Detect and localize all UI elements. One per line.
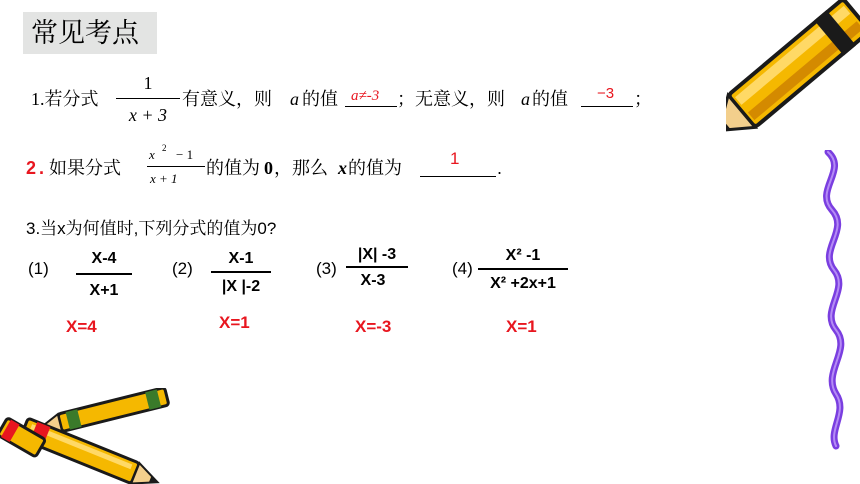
q3-item-3-numerator: |X| -3 bbox=[357, 246, 397, 263]
q3-item-4-denominator: X² +2x+1 bbox=[490, 275, 556, 292]
q3-item-4-numerator: X² -1 bbox=[505, 247, 541, 264]
q3-item-1-fraction-line bbox=[76, 273, 132, 275]
q2-number: 2 bbox=[26, 158, 37, 178]
q2-blank bbox=[420, 176, 496, 177]
q1-mid1: 有意义，则 bbox=[182, 89, 272, 109]
q1-blank-2 bbox=[581, 106, 633, 107]
q2-answer: 1 bbox=[450, 149, 460, 168]
q3-item-3-denominator: X-3 bbox=[360, 272, 386, 289]
q3-item-4-label: (4) bbox=[452, 259, 473, 278]
q2-num-rest: − 1 bbox=[176, 147, 194, 162]
q3-item-3-label: (3) bbox=[316, 259, 337, 278]
q3-item-4-answer: X=1 bbox=[506, 317, 537, 336]
q1-var-a: a bbox=[290, 89, 299, 109]
q2-dot: . bbox=[39, 158, 45, 178]
q2-fraction-line bbox=[147, 166, 205, 167]
q3-item-2-fraction-line bbox=[211, 271, 271, 273]
q1-prefix: 1.若分式 bbox=[31, 89, 99, 109]
q2-denominator: x + 1 bbox=[150, 171, 178, 186]
q3-item-3-answer: X=-3 bbox=[355, 317, 392, 336]
q2-var-x: x bbox=[338, 158, 347, 178]
q3-item-4-fraction-line bbox=[478, 268, 568, 270]
q2-mid3: 的值为 bbox=[348, 158, 402, 178]
q1-var-a2: a bbox=[521, 89, 530, 109]
pencils-icon bbox=[0, 388, 180, 484]
page-title: 常见考点 bbox=[31, 18, 139, 48]
q1-mid3: ；无意义，则 bbox=[397, 89, 505, 109]
q3-item-1-label: (1) bbox=[28, 259, 49, 278]
q2-zero: 0 bbox=[264, 158, 273, 178]
q1-fraction-line bbox=[116, 98, 180, 99]
q3-item-1-numerator: X-4 bbox=[91, 250, 117, 267]
q1-mid4: 的值 bbox=[532, 89, 568, 109]
q2-prefix: 如果分式 bbox=[49, 158, 121, 178]
q2-num-exp: 2 bbox=[162, 143, 167, 153]
pencil-icon bbox=[726, 0, 860, 152]
q2-mid2: ，那么 bbox=[274, 158, 328, 178]
q1-end: ； bbox=[634, 89, 652, 109]
q3-item-3-fraction-line bbox=[346, 266, 408, 268]
q3-item-2-label: (2) bbox=[172, 259, 193, 278]
purple-ribbon-icon bbox=[808, 150, 860, 450]
q1-answer-2: −3 bbox=[597, 85, 615, 102]
q1-numerator: 1 bbox=[143, 73, 153, 93]
q3-item-1-answer: X=4 bbox=[66, 317, 97, 336]
q3-item-2-denominator: |X |-2 bbox=[221, 278, 261, 295]
q2-mid1: 的值为 bbox=[206, 158, 260, 178]
q3-item-2-numerator: X-1 bbox=[228, 250, 254, 267]
q3-item-1-denominator: X+1 bbox=[89, 282, 119, 299]
q3-text: 3.当x为何值时,下列分式的值为0? bbox=[26, 219, 277, 238]
q1-denominator: x + 3 bbox=[128, 105, 168, 125]
q2-num-x: x bbox=[149, 147, 155, 162]
q2-end: . bbox=[497, 158, 503, 178]
q1-answer-1: a≠-3 bbox=[351, 88, 380, 104]
q3-item-2-answer: X=1 bbox=[219, 313, 250, 332]
q1-mid2: 的值 bbox=[302, 89, 338, 109]
q1-blank-1 bbox=[345, 106, 397, 107]
